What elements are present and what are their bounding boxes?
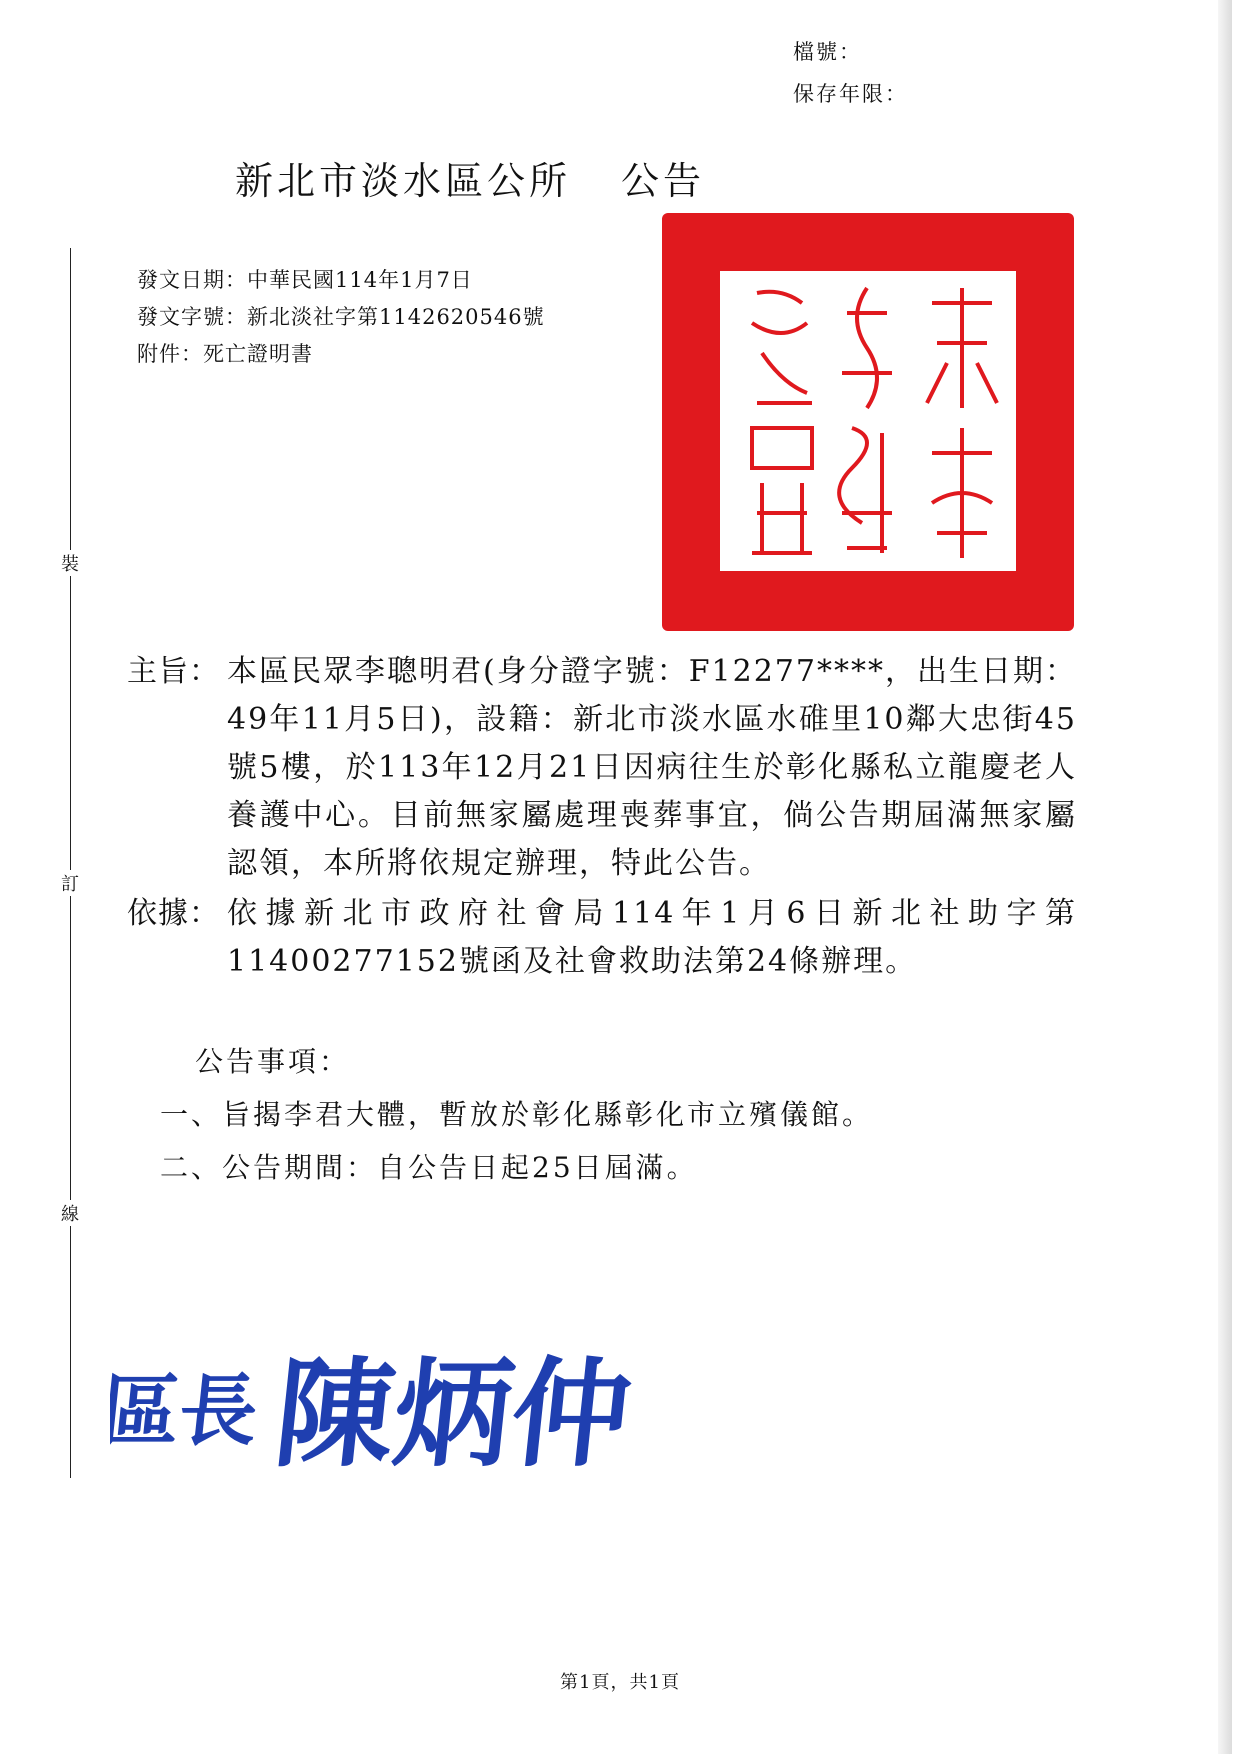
- subject-row: [127, 648, 1077, 888]
- binding-char-zhuang: 裝: [57, 550, 83, 576]
- issue-date: 中華民國114年1月7日: [247, 268, 473, 292]
- signature-title: 區長: [110, 1366, 263, 1457]
- official-seal: [662, 213, 1074, 631]
- doc-number-label: 發文字號：: [137, 305, 247, 329]
- page-number: 第1頁，共1頁: [560, 1672, 680, 1693]
- attachment: 死亡證明書: [203, 342, 313, 366]
- doc-number: 新北淡社字第1142620546號: [247, 305, 545, 329]
- archive-number-label: 檔號：: [793, 40, 862, 64]
- retention-period-label: 保存年限：: [793, 82, 908, 106]
- subject-label: 主旨：: [127, 654, 220, 689]
- binding-line: [70, 248, 71, 1478]
- binding-char-ding: 訂: [57, 870, 83, 896]
- office-name: 新北市淡水區公所: [234, 159, 571, 203]
- basis-row: [127, 890, 1077, 986]
- issue-date-label: 發文日期：: [137, 268, 247, 292]
- basis-text: 依據新北市政府社會局114年1月6日新北社助字第11400277152號函及社會救助法第24條辦理。: [227, 896, 1077, 979]
- signature-graphic: [110, 1330, 680, 1490]
- doc-type: 公告: [621, 159, 706, 203]
- attachment-label: 附件：: [137, 342, 203, 366]
- notice-heading: 公告事項：: [195, 1045, 351, 1078]
- notice-item: 一、旨揭李君大體，暫放於彰化縣彰化市立殯儀館。: [160, 1098, 874, 1131]
- binding-char-xian: 線: [57, 1200, 83, 1226]
- notice-item: 二、公告期間：自公告日起25日屆滿。: [160, 1151, 698, 1184]
- issue-date-line: [137, 263, 473, 298]
- subject-text: 本區民眾李聰明君(身分證字號：F12277****，出生日期：49年11月5日)，設籍：新北市淡水區水碓里10鄰大忠街45號5樓，於113年12月21日因病往生於彰化縣私立龍慶老人養護中心。目前無家屬處理喪葬事宜，倘公告期屆滿無家屬認領，本所將依規定辦理，特此公告。: [227, 654, 1077, 881]
- doc-number-line: [137, 300, 545, 335]
- scan-edge: [1218, 0, 1232, 1754]
- district-chief-signature: [110, 1330, 680, 1490]
- attachment-line: [137, 337, 313, 372]
- page-title: [0, 150, 940, 205]
- announcement-body: [127, 648, 1077, 986]
- signature-name: 陳炳仲: [268, 1345, 638, 1483]
- basis-label: 依據：: [127, 896, 220, 931]
- seal-graphic: [662, 213, 1074, 631]
